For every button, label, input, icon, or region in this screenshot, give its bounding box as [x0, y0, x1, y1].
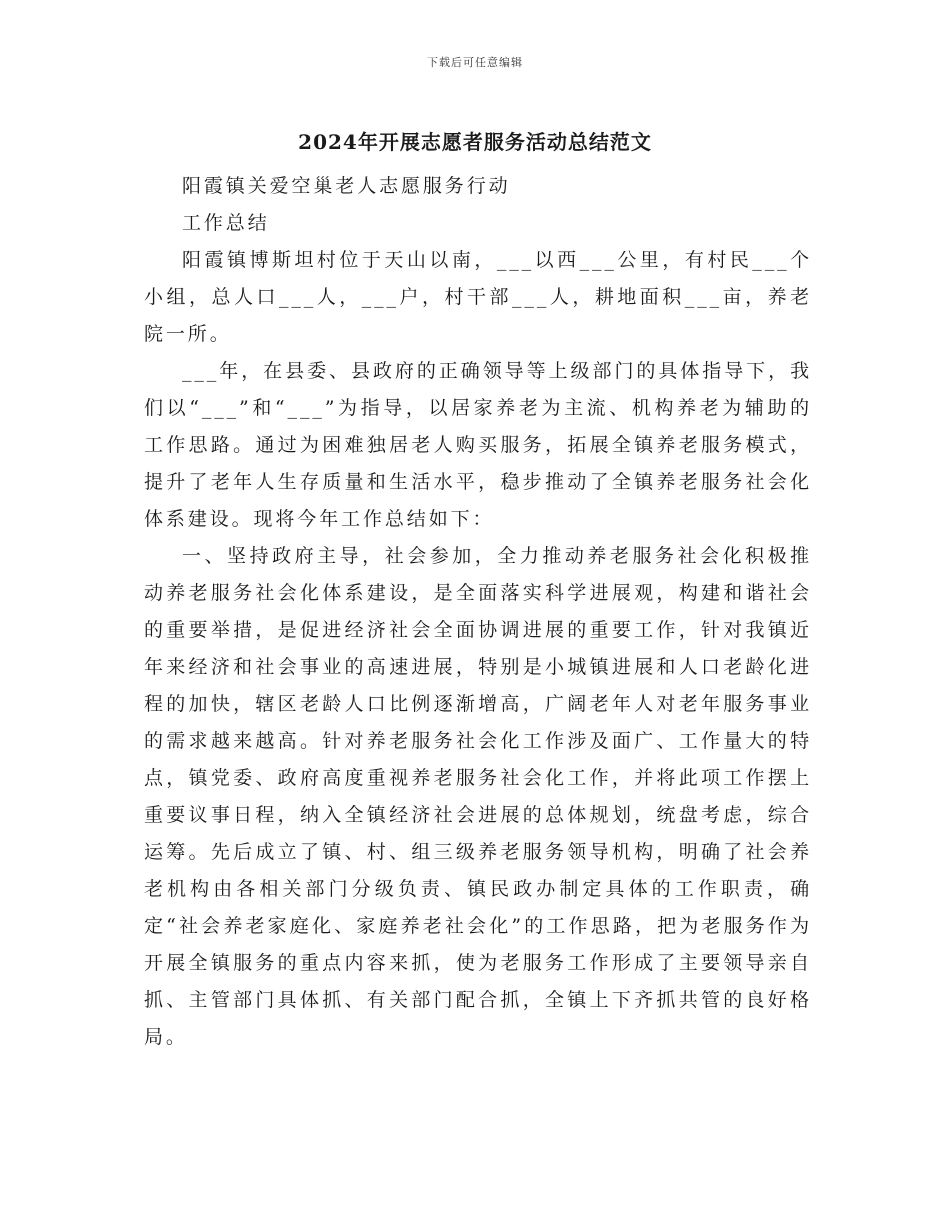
document-body	[144, 168, 812, 1056]
paragraph-intro: 阳霞镇博斯坦村位于天山以南，___以西___公里，有村民___个小组，总人口___人，___户，村干部___人，耕地面积___亩，养老院一所。	[144, 249, 812, 345]
subtitle-line-2: 工作总结	[182, 212, 270, 234]
paragraph-section-one: 一、坚持政府主导，社会参加，全力推动养老服务社会化积极推动养老服务社会化体系建设，是全面落实科学进展观，构建和谐社会的重要举措，是促进经济社会全面协调进展的重要工作，针对我镇近年来经济和社会事业的高速进展，特别是小城镇进展和人口老龄化进程的加快，辖区老龄人口比例逐渐增高，广阔老年人对老年服务事业的需求越来越高。针对养老服务社会化工作涉及面广、工作量大的特点，镇党委、政府高度重视养老服务社会化工作，并将此项工作摆上重要议事日程，纳入全镇经济社会进展的总体规划，统盘考虑，综合运筹。先后成立了镇、村、组三级养老服务领导机构，明确了社会养老机构由各相关部门分级负责、镇民政办制定具体的工作职责，确定“社会养老家庭化、家庭养老社会化”的工作思路，把为老服务作为开展全镇服务的重点内容来抓，使为老服务工作形成了主要领导亲自抓、主管部门具体抓、有关部门配合抓，全镇上下齐抓共管的良好格局。	[144, 545, 812, 1048]
subtitle-line-1: 阳霞镇关爱空巢老人志愿服务行动	[182, 175, 511, 197]
header-note: 下载后可任意编辑	[427, 56, 523, 69]
document-title: 2024年开展志愿者服务活动总结范文	[298, 130, 652, 154]
paragraph-overview: ___年，在县委、县政府的正确领导等上级部门的具体指导下，我们以“___”和“___”为指导，以居家养老为主流、机构养老为辅助的工作思路。通过为困难独居老人购买服务，拓展全镇养老服务模式，提升了老年人生存质量和生活水平，稳步推动了全镇养老服务社会化体系建设。现将今年工作总结如下：	[144, 360, 812, 530]
